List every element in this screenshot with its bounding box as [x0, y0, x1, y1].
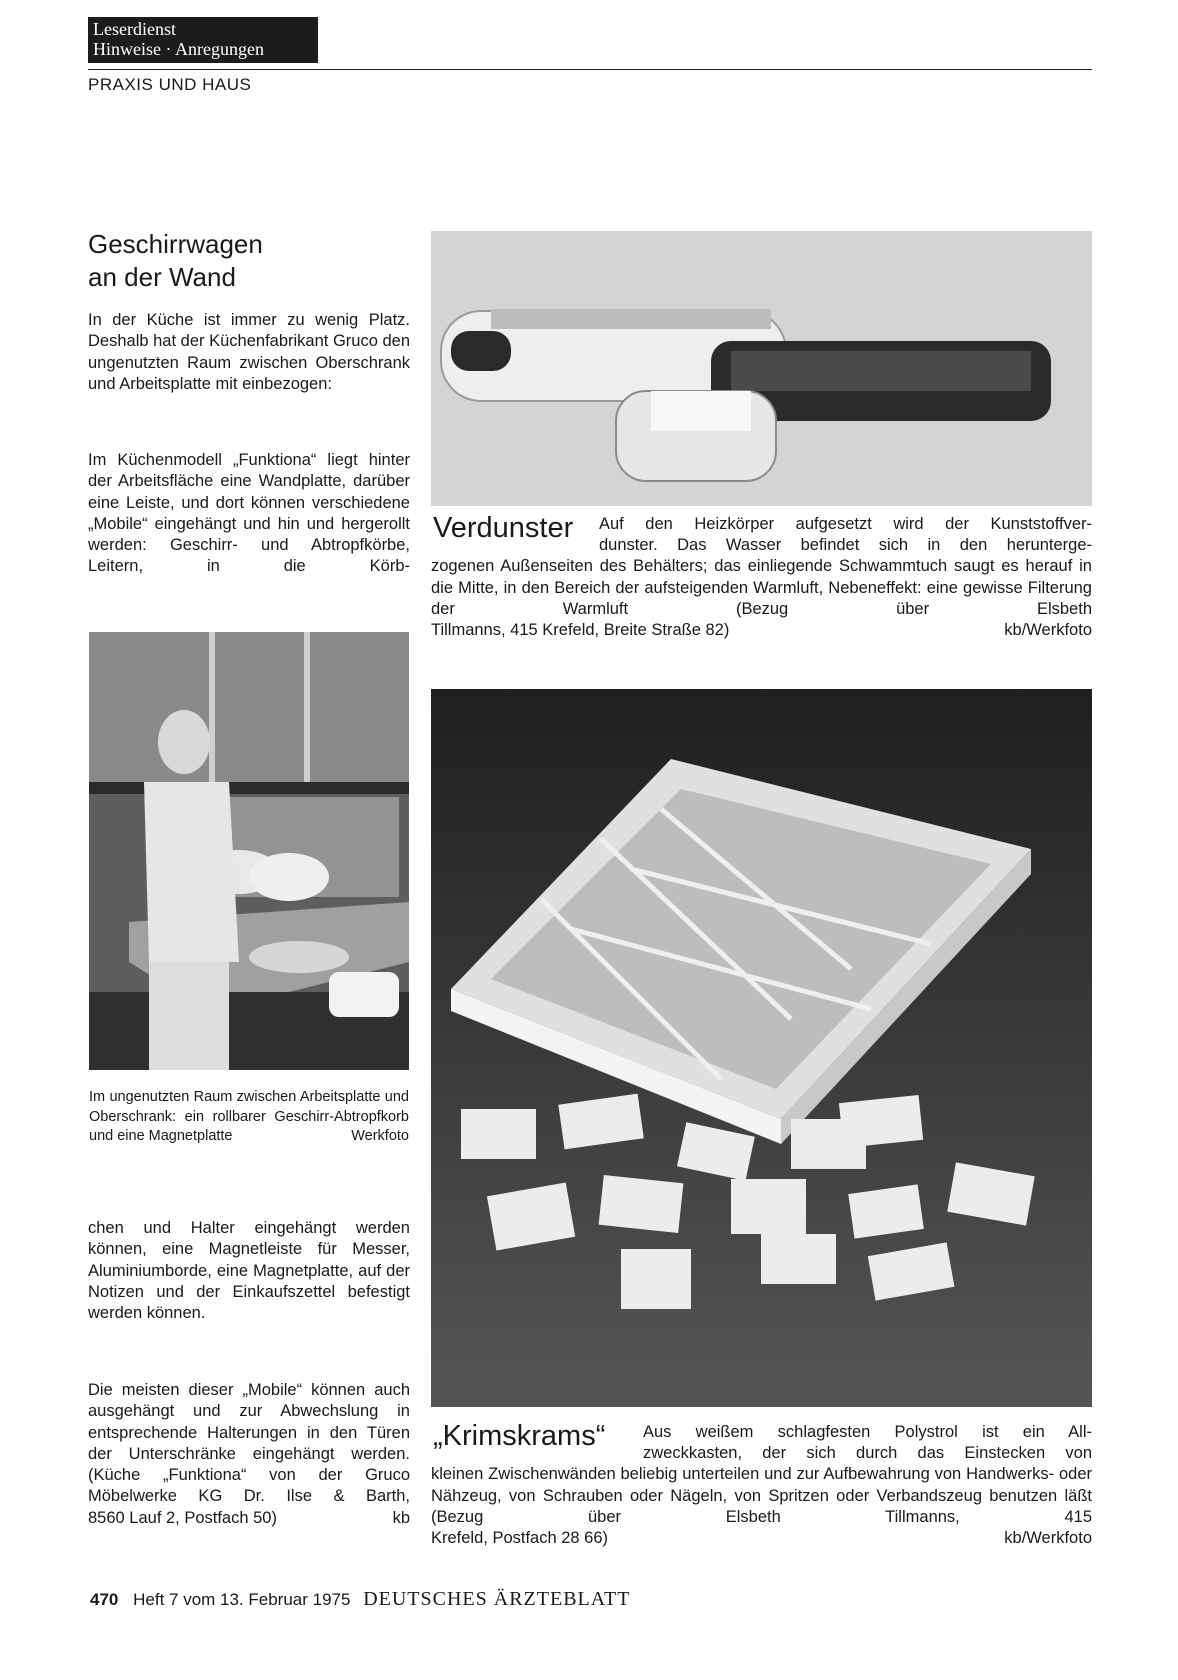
paragraph-4-credit: kb: [392, 1508, 410, 1527]
title-line-2: an der Wand: [88, 262, 236, 292]
paragraph-4-text: Die meisten dieser „Mobile“ können auch ausgehängt und zur Abwechslung in entsprechende Halterungen in den Türen der Unterschränke eingehängt werden. (Küche „Funktiona“ von der Gruco Möbelwerke KG Dr. Ilse & Barth,: [88, 1381, 410, 1506]
verdunster-body: zogenen Außenseiten des Behälters; das einliegende Schwammtuch saugt es herauf in die Mitte, in den Bereich der aufsteigenden Warmluft, Nebeneffekt: eine gewisse Filterung der Warmluft (Bezug über Elsbeth: [431, 557, 1092, 618]
journal-name: DEUTSCHES ÄRZTEBLATT: [363, 1588, 631, 1610]
krimskrams-caption: [431, 1422, 1092, 1549]
krimskrams-body: kleinen Zwischenwänden beliebig unterteilen und zur Aufbewahrung von Handwerks- oder Nähzeug, von Schrauben oder Nägeln, von Spritzen oder Verbandszeug benutzen läßt (Bezug über Elsbeth Tillmanns, 415: [431, 1465, 1092, 1526]
paragraph-3: chen und Halter eingehängt werden können, eine Magnetleiste für Messer, Aluminiumborde, eine Magnetplatte, auf der Notizen und der Einkaufszettel befestigt werden können.: [88, 1219, 410, 1323]
title-line-1: Geschirrwagen: [88, 229, 263, 259]
verdunster-line-1: Auf den Heizkörper aufgesetzt wird der Kunststoffver-: [599, 515, 1092, 533]
verdunster-lastline: [431, 620, 1092, 641]
verdunster-address: Tillmanns, 415 Krefeld, Breite Straße 82): [431, 621, 730, 640]
paragraph-2: Im Küchenmodell „Funktiona“ liegt hinter der Arbeitsfläche eine Wandplatte, darüber eine Leiste, und dort können verschiedene „Mobile“ eingehängt und hin und hergerollt werden: Geschirr- und Abtropfkörbe, Leitern, in die Körb-: [88, 451, 410, 576]
page-number: 470: [90, 1590, 119, 1609]
evaporator-photo: [431, 231, 1092, 506]
verdunster-caption: [431, 514, 1092, 641]
kitchen-caption: [89, 1088, 409, 1147]
kitchen-photo: [89, 632, 409, 1070]
krimskrams-credit: kb/Werkfoto: [1004, 1529, 1092, 1548]
krimskrams-lastline: [431, 1528, 1092, 1549]
paragraph-4-lastline: [88, 1508, 410, 1529]
header-rule: [88, 69, 1092, 70]
section-title: PRAXIS UND HAUS: [88, 75, 252, 94]
verdunster-credit: kb/Werkfoto: [1004, 621, 1092, 640]
paragraph-1: In der Küche ist immer zu wenig Platz. Deshalb hat der Küchenfabrikant Gruco den ungenutzten Raum zwischen Oberschrank und Arbeitsplatte mit einbezogen:: [88, 311, 410, 393]
column-tag: [88, 17, 318, 63]
organizer-box-photo: [431, 689, 1092, 1407]
verdunster-line-2: dunster. Das Wasser befindet sich in den heruntergе-: [599, 536, 1092, 555]
kitchen-caption-text: Im ungenutzten Raum zwischen Arbeitsplatte und Oberschrank: ein rollbarer Geschirr-Abtropfkorb und eine Magnetplatte: [89, 1089, 409, 1144]
paragraph-4-address: 8560 Lauf 2, Postfach 50): [88, 1508, 277, 1527]
article-title: [88, 228, 408, 294]
verdunster-heading: Verdunster: [433, 512, 574, 544]
page-footer: [90, 1588, 630, 1611]
krimskrams-line-1: Aus weißem schlagfesten Polystrol ist ein All-: [643, 1423, 1092, 1441]
tag-line-1: Leserdienst: [93, 19, 176, 39]
paragraph-4: [88, 1380, 410, 1529]
tag-line-2: Hinweise · Anregungen: [93, 39, 264, 59]
krimskrams-address: Krefeld, Postfach 28 66): [431, 1529, 609, 1548]
krimskrams-line-2: zweckkasten, der sich durch das Einstecken von: [643, 1444, 1092, 1463]
krimskrams-heading: „Krimskrams“: [433, 1420, 606, 1452]
issue-info: Heft 7 vom 13. Februar 1975: [133, 1590, 351, 1609]
kitchen-caption-credit: Werkfoto: [351, 1128, 409, 1144]
